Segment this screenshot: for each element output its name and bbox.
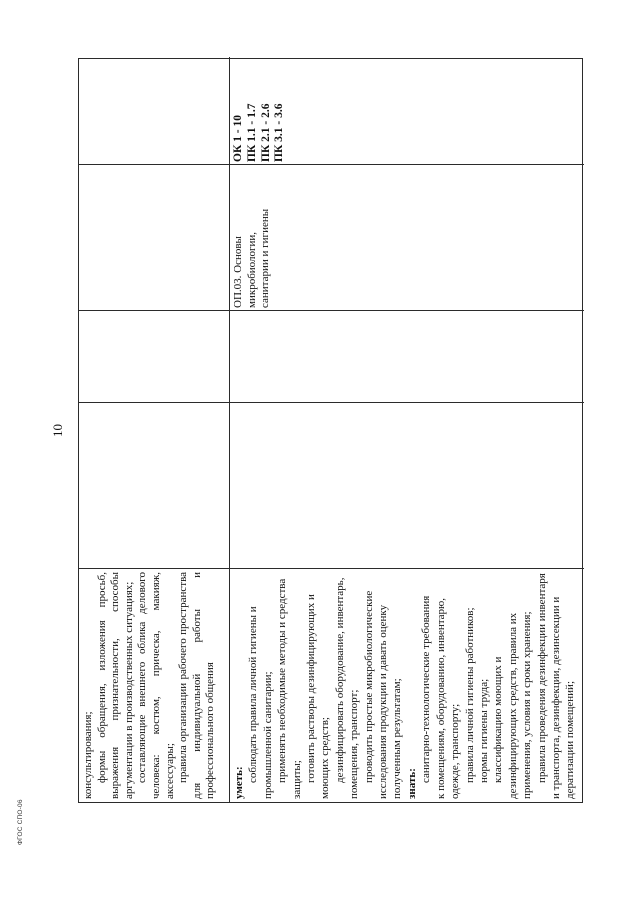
text-line: санитарно-технологические требования [420, 595, 433, 783]
competency-code: ПК 1.1 - 1.7 [245, 103, 258, 162]
knowledge-heading: знать: [405, 768, 418, 799]
text-line: консультирования; [82, 711, 94, 799]
text-line: проводить простые микробиологические [362, 590, 375, 783]
standards-table [78, 58, 583, 803]
text-line: человека: костюм, прическа, макияж, [149, 572, 162, 799]
text-line: составляющие внешнего облика делового [136, 572, 149, 783]
competencies-cell [232, 59, 302, 162]
column-divider [79, 164, 584, 165]
text-line: применения, условия и сроки хранения; [521, 611, 534, 799]
text-line: классификацию моющих и [492, 656, 505, 783]
text-line: для индивидуальной работы и [190, 572, 203, 799]
column-divider [79, 402, 584, 403]
text-line: моющих средств; [319, 717, 332, 799]
text-line: применять необходимые методы и средства [276, 578, 289, 783]
text-line: правила проведения дезинфекции инвентаря [535, 573, 548, 783]
text-line: дератизации помещений; [564, 681, 577, 799]
competency-code: ОК 1 - 10 [232, 115, 244, 162]
text-line: защиты; [290, 760, 303, 799]
discipline-line: ОП.03. Основы [232, 236, 244, 308]
text-line: готовить растворы дезинфицирующих и [305, 594, 318, 783]
text-line: выражения признательности, способы [109, 572, 122, 799]
footer-mark: ФГОС СПО-06 [17, 799, 24, 845]
text-line: исследования продукции и давать оценку [377, 604, 390, 799]
text-line: и транспорта, дезинфекции, дезинсекции и [549, 596, 562, 799]
text-line: полученным результатам; [391, 678, 404, 799]
competency-code: ПК 2.1 - 2.6 [259, 103, 272, 162]
text-line: соблюдать правила личной гигиены и [247, 606, 260, 783]
text-line: к помещениям, оборудованию, инвентарю, [434, 597, 447, 799]
text-line: одежде, транспорту; [449, 703, 462, 799]
text-line: дезинфицирующих средств, правила их [506, 612, 519, 799]
text-line: помещения, транспорт; [348, 689, 361, 799]
text-line: профессионального общения [204, 662, 217, 799]
page-number: 10 [50, 424, 65, 437]
skills-knowledge-cell [232, 572, 582, 799]
text-line: аргументации в производственных ситуациях; [122, 581, 135, 799]
text-line: формы обращения, изложения просьб, [95, 572, 108, 783]
text-line: правила личной гигиены работников; [463, 607, 476, 783]
column-divider [79, 568, 584, 569]
row-divider [229, 57, 230, 802]
competency-code: ПК 3.1 - 3.6 [273, 103, 286, 162]
column-divider [79, 310, 584, 311]
text-line: аксессуары; [163, 743, 176, 799]
discipline-line: санитарии и гигиены [259, 208, 272, 308]
knowledge-continuation-cell [82, 572, 227, 799]
text-line: промышленной санитарии; [261, 671, 274, 799]
text-line: правила организации рабочего пространства [177, 572, 190, 783]
discipline-line: микробиологии, [245, 231, 258, 308]
text-line: дезинфицировать оборудование, инвентарь, [333, 577, 346, 783]
discipline-cell [232, 168, 302, 308]
text-line: нормы гигиены труда; [477, 678, 490, 783]
rotated-page [78, 58, 583, 803]
skills-heading: уметь: [233, 766, 245, 799]
